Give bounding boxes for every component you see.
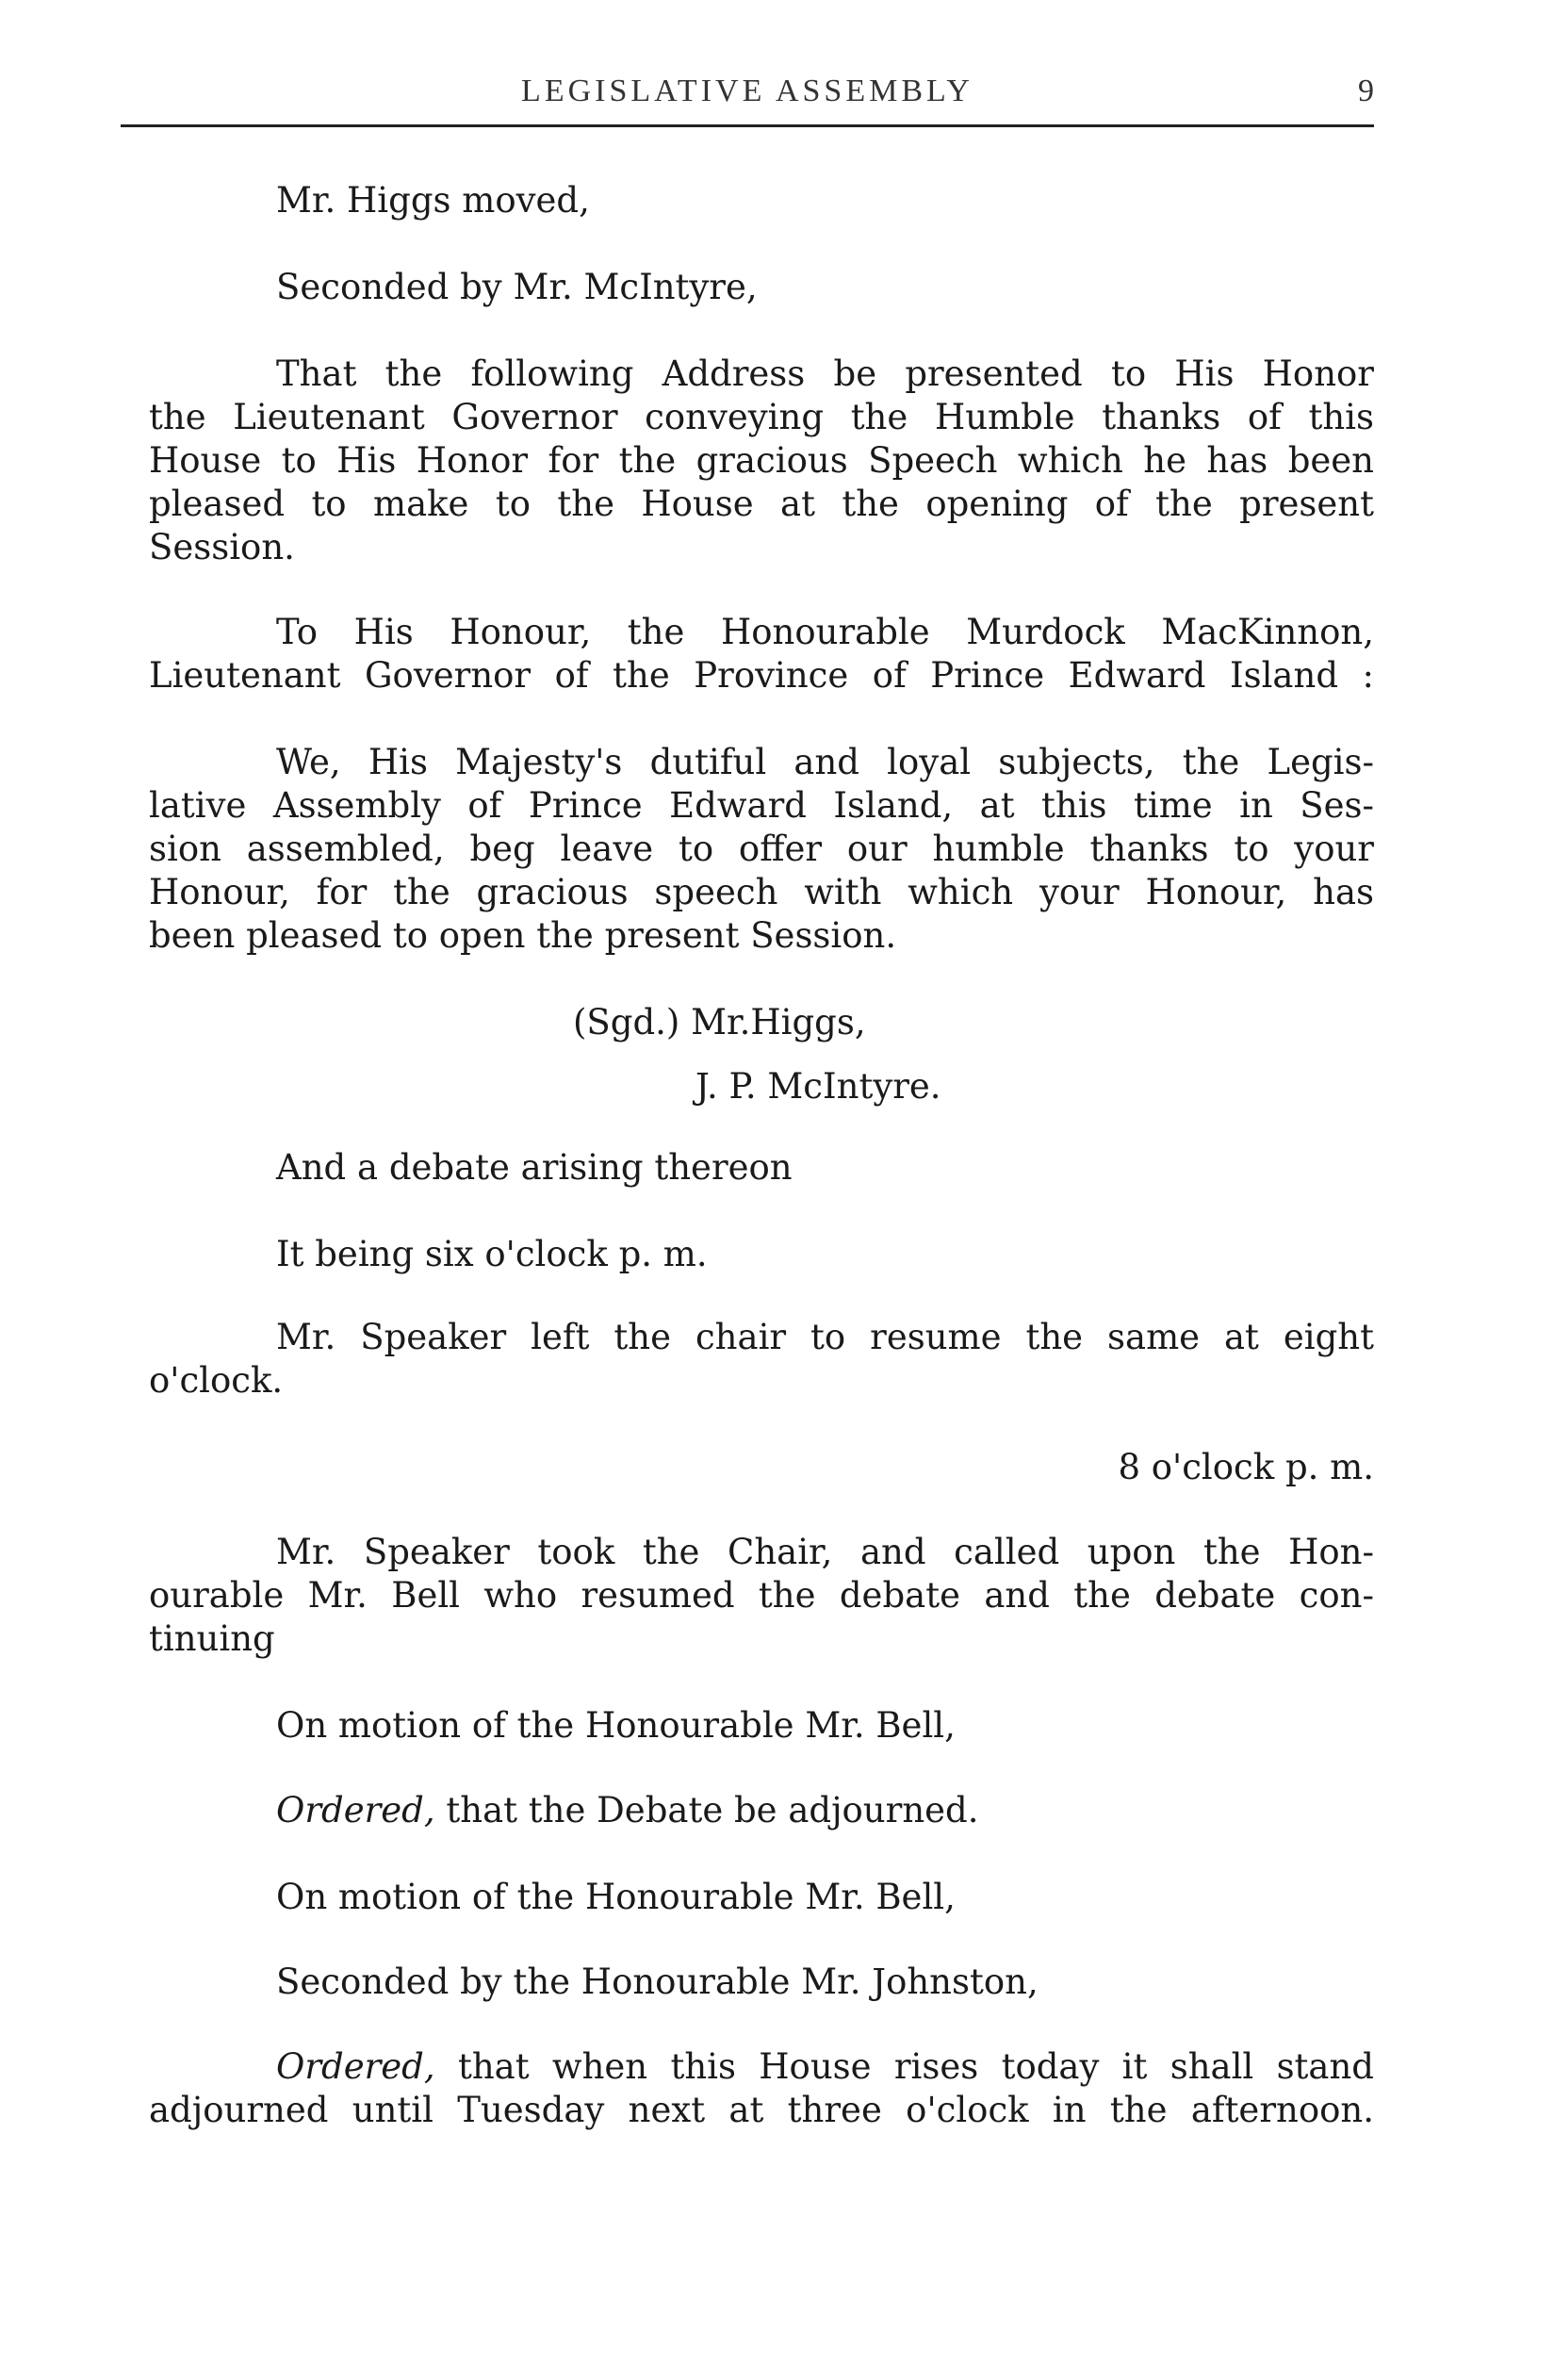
page-number: 9 — [1358, 74, 1374, 108]
text-line: adjourned until Tuesday next at three o'clock in the afternoon. — [149, 2090, 1374, 2130]
text-line — [276, 2045, 1374, 2089]
text-line: We, His Majesty's dutiful and loyal subjects, the Legis- — [276, 742, 1374, 782]
text-line: That the following Address be presented to His Honor — [276, 353, 1374, 394]
text-line: Session. — [149, 527, 295, 567]
debate-line: And a debate arising thereon — [276, 1147, 793, 1188]
text-line: the Lieutenant Governor conveying the Humble thanks of this — [149, 397, 1374, 437]
ordered-text: that when this House rises today it shall stand — [434, 2046, 1374, 2087]
ordered-text: that the Debate be adjourned. — [434, 1790, 979, 1830]
text-line: Mr. Speaker took the Chair, and called upon the Hon- — [276, 1532, 1374, 1572]
motion-bell-line-2: On motion of the Honourable Mr. Bell, — [276, 1877, 956, 1917]
text-line: ourable Mr. Bell who resumed the debate and the debate con- — [149, 1575, 1374, 1616]
seconded-johnston-line: Seconded by the Honourable Mr. Johnston, — [276, 1961, 1039, 2002]
motion-bell-line: On motion of the Honourable Mr. Bell, — [276, 1705, 956, 1746]
text-line: Lieutenant Governor of the Province of Prince Edward Island : — [149, 655, 1374, 696]
ordered-label: Ordered, — [276, 1790, 435, 1830]
signature-2: J. P. McIntyre. — [695, 1066, 941, 1107]
seconded-line: Seconded by Mr. McIntyre, — [276, 267, 758, 307]
header-rule — [121, 124, 1374, 127]
text-line: pleased to make to the House at the opening of the present — [149, 484, 1374, 524]
text-line: To His Honour, the Honourable Murdock MacKinnon, — [276, 612, 1374, 652]
text-line: House to His Honor for the gracious Speech which he has been — [149, 440, 1374, 481]
time-heading: 8 o'clock p. m. — [1118, 1447, 1374, 1487]
text-line: been pleased to open the present Session. — [149, 915, 897, 956]
text-line: Honour, for the gracious speech with which your Honour, has — [149, 872, 1374, 912]
text-line: lative Assembly of Prince Edward Island, at this time in Ses- — [149, 785, 1374, 826]
signature-1: (Sgd.) Mr.Higgs, — [573, 1002, 866, 1042]
page-header — [121, 74, 1374, 121]
text-line: o'clock. — [149, 1360, 284, 1401]
text-line: tinuing — [149, 1618, 275, 1659]
running-head: LEGISLATIVE ASSEMBLY — [521, 74, 973, 108]
ordered-label: Ordered, — [276, 2046, 435, 2087]
motion-line: Mr. Higgs moved, — [276, 180, 590, 221]
text-line: sion assembled, beg leave to offer our humble thanks to your — [149, 829, 1374, 869]
six-oclock-line: It being six o'clock p. m. — [276, 1234, 708, 1274]
text-line: Mr. Speaker left the chair to resume the same at eight — [276, 1317, 1374, 1357]
ordered-adjourn-line — [276, 1789, 1374, 1832]
